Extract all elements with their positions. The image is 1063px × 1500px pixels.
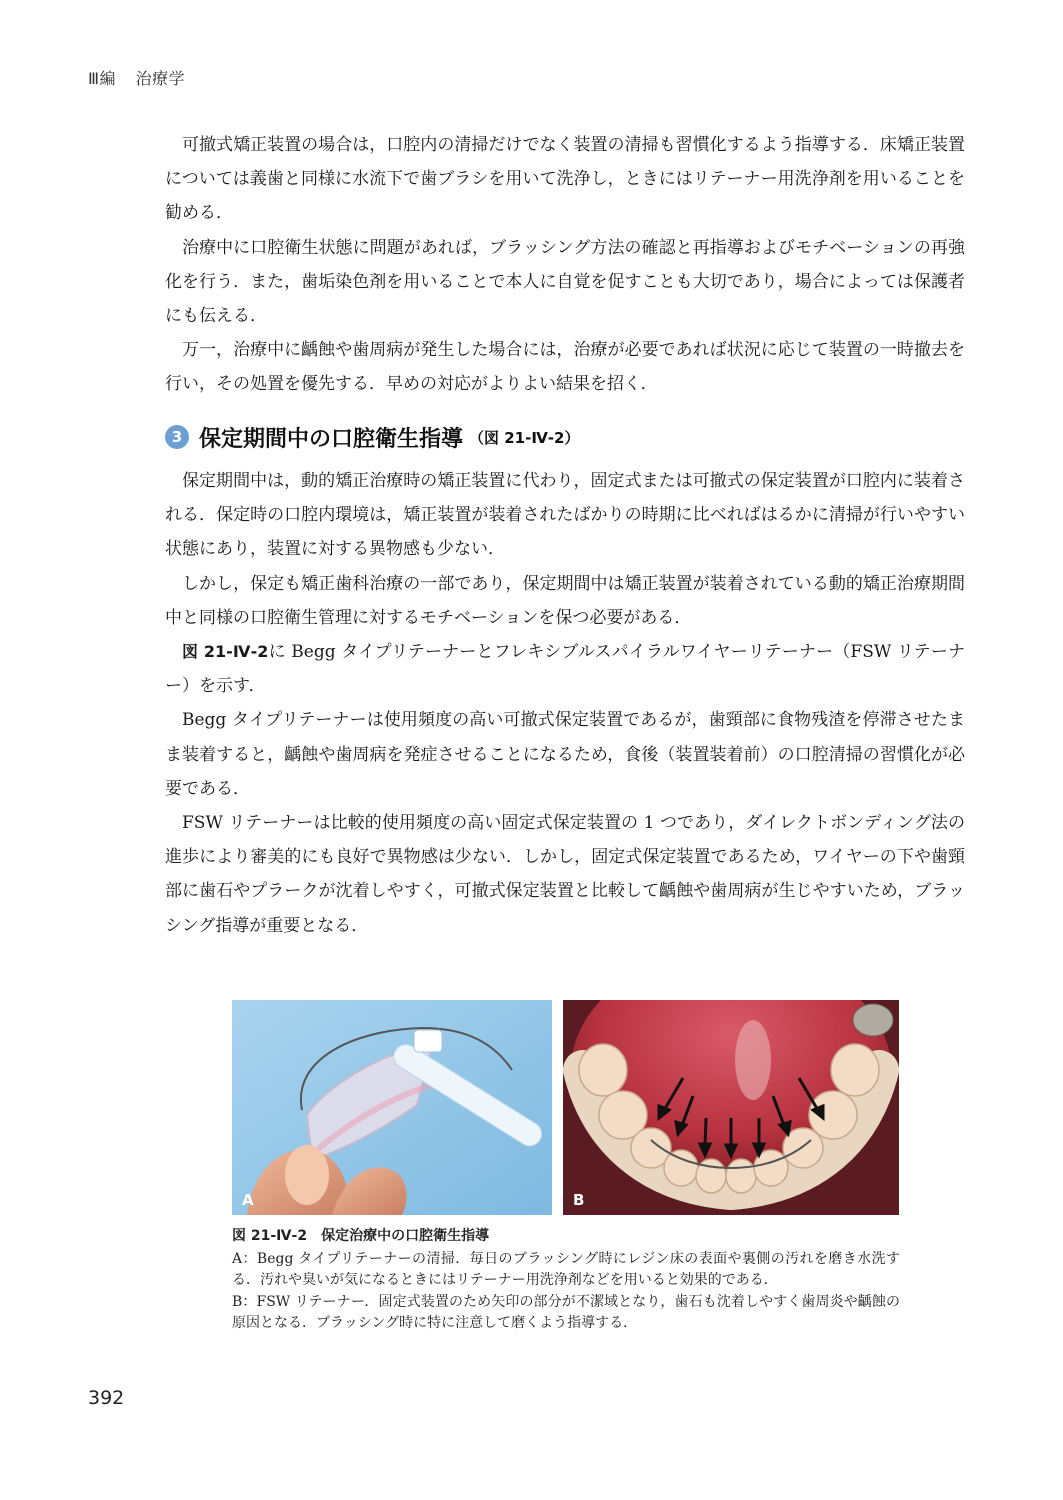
figure-caption bbox=[232, 1226, 900, 1335]
caption-title-text: 保定治療中の口腔衛生指導 bbox=[321, 1228, 490, 1244]
figure-panel-b bbox=[563, 1000, 899, 1215]
caption-figure-number: 図 21-Ⅳ-2 bbox=[232, 1228, 308, 1244]
paragraph: しかし，保定も矯正歯科治療の一部であり，保定期間中は矯正装置が装着されている動的矯正治療期間中と同様の口腔衛生管理に対するモチベーションを保つ必要がある． bbox=[165, 573, 965, 628]
paragraph: 可撤式矯正装置の場合は，口腔内の清掃だけでなく装置の清掃も習慣化するよう指導する．床矯正装置については義歯と同様に水流下で歯ブラシを用いて洗浄し，ときにはリテーナー用洗浄剤を用いることを勧める． bbox=[165, 135, 965, 224]
paragraph: Begg タイプリテーナーは使用頻度の高い可撤式保定装置であるが，歯頸部に食物残渣を停滞させたまま装着すると，齲蝕や歯周病を発症させることになるため，食後（装置装着前）の口腔清掃の習慣化が必要である． bbox=[165, 710, 965, 799]
paragraph: FSW リテーナーは比較的使用頻度の高い固定式保定装置の 1 つであり，ダイレクトボンディング法の進歩により審美的にも良好で異物感は少ない．しかし，固定式保定装置であるため，ワイヤーの下や歯頸部に歯石やプラークが沈着しやすく，可撤式保定装置と比較して齲蝕や歯周病が生じやすいため，ブラッシング指導が重要となる． bbox=[165, 813, 965, 936]
part-label: Ⅲ編 bbox=[88, 69, 117, 88]
figure-panel-a bbox=[232, 1000, 552, 1215]
paragraph: 万一，治療中に齲蝕や歯周病が発生した場合には，治療が必要であれば状況に応じて装置の一時撤去を行い，その処置を優先する．早めの対応がよりよい結果を招く． bbox=[165, 340, 965, 395]
paragraph: 保定期間中は，動的矯正治療時の矯正装置に代わり，固定式または可撤式の保定装置が口腔内に装着される．保定時の口腔内環境は，矯正装置が装着されたばかりの時期に比べればはるかに清掃が行いやすい状態にあり，装置に対する異物感も少ない． bbox=[165, 471, 965, 560]
caption-title bbox=[232, 1226, 900, 1248]
paragraph-text: に Begg タイプリテーナーとフレキシブルスパイラルワイヤーリテーナー（FSW リテーナー）を示す． bbox=[165, 642, 965, 697]
section-figure-ref: （図 21-Ⅳ-2） bbox=[469, 428, 580, 447]
paragraph bbox=[165, 635, 965, 703]
section-text bbox=[165, 464, 965, 943]
caption-a-text: A：Begg タイプリテーナーの清掃．毎日のブラッシング時にレジン床の表面や裏側の汚れを磨き水洗する．汚れや臭いが気になるときにはリテーナー用洗浄剤などを用いると効果的である． bbox=[232, 1250, 900, 1288]
section-number-badge: 3 bbox=[165, 425, 189, 449]
running-head bbox=[88, 66, 185, 89]
caption-b-text: B：FSW リテーナー．固定式装置のため矢印の部分が不潔域となり，歯石も沈着しやすく歯周炎や齲蝕の原因となる．ブラッシング時に特に注意して磨くよう指導する． bbox=[232, 1293, 900, 1331]
intro-text bbox=[165, 128, 965, 402]
figure-reference: 図 21-Ⅳ-2 bbox=[182, 642, 269, 662]
section-title: 保定期間中の口腔衛生指導 bbox=[199, 426, 464, 452]
chapter-label: 治療学 bbox=[135, 69, 186, 88]
paragraph: 治療中に口腔衛生状態に問題があれば，ブラッシング方法の確認と再指導およびモチベーションの再強化を行う．また，歯垢染色剤を用いることで本人に自覚を促すことも大切であり，場合によっては保護者にも伝える． bbox=[165, 237, 965, 327]
section-heading bbox=[165, 420, 579, 454]
retainer-cleaning-photo bbox=[232, 1000, 552, 1215]
fsw-retainer-photo bbox=[563, 1000, 899, 1215]
panel-b-label: B bbox=[573, 1191, 585, 1209]
panel-a-label: A bbox=[242, 1191, 254, 1209]
page-number: 392 bbox=[88, 1387, 125, 1409]
